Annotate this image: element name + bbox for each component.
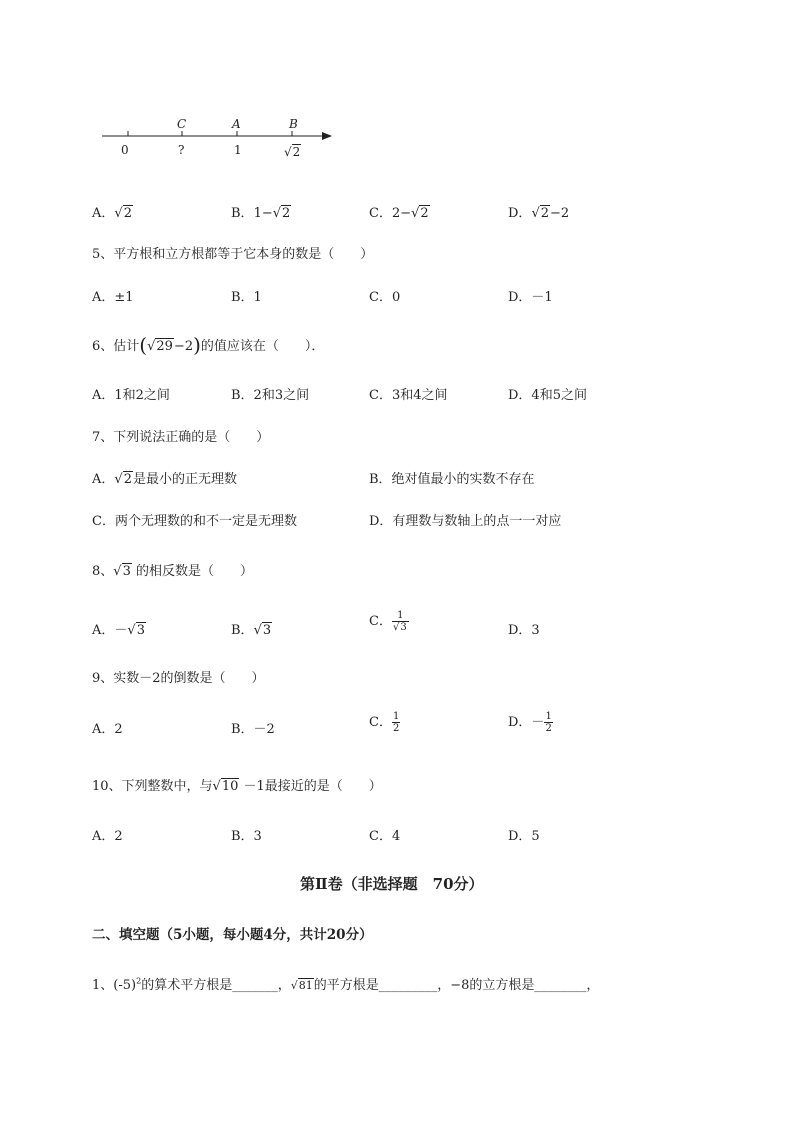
q6-option-b[interactable]: B．2和3之间 xyxy=(231,388,310,403)
q5-option-d[interactable]: D．－1 xyxy=(508,290,553,305)
q4-option-b[interactable]: B．1−√2 xyxy=(231,206,291,221)
q9-option-c[interactable]: C． $\frac{1}{2}$ xyxy=(369,711,400,734)
tick-label-0: 0 xyxy=(121,143,129,157)
q8-option-d[interactable]: D．3 xyxy=(508,623,540,638)
q8-option-a[interactable]: A．－√3 xyxy=(92,623,145,638)
q10-option-b[interactable]: B．3 xyxy=(231,829,262,844)
q8-stem: 8、√3 的相反数是（ ） xyxy=(92,564,254,579)
section-title: 第Ⅱ卷（非选择题 70分） xyxy=(300,875,484,893)
q4-option-d[interactable]: D．√2−2 xyxy=(508,206,570,221)
q7-option-b[interactable]: B．绝对值最小的实数不存在 xyxy=(369,472,535,487)
tick-label-a: 1 xyxy=(234,143,242,157)
q5-stem: 5、平方根和立方根都等于它本身的数是（ ） xyxy=(92,247,374,262)
q7-stem: 7、下列说法正确的是（ ） xyxy=(92,430,270,445)
q4-option-a[interactable]: A．√2 xyxy=(92,206,132,221)
q10-option-d[interactable]: D．5 xyxy=(508,829,540,844)
section-subtitle: 二、填空题（5小题，每小题4分，共计20分） xyxy=(92,927,373,943)
fill1-stem: 1、$(-5)^2$的算术平方根是_______，√81的平方根是_________，−8的立方根是________， xyxy=(92,976,600,993)
q5-option-b[interactable]: B．1 xyxy=(231,290,262,305)
q8-option-b[interactable]: B．√3 xyxy=(231,623,272,638)
q5-option-c[interactable]: C．0 xyxy=(369,290,401,305)
q6-option-a[interactable]: A．1和2之间 xyxy=(92,388,170,403)
q10-option-c[interactable]: C．4 xyxy=(369,829,401,844)
q5-option-a[interactable]: A．±1 xyxy=(92,290,134,305)
label-b: B xyxy=(289,117,298,131)
q6-stem: 6、估计(√29−2)的值应该在（ ）． xyxy=(92,333,325,357)
q6-option-c[interactable]: C．3和4之间 xyxy=(369,388,448,403)
q7-option-a[interactable]: A．√2是最小的正无理数 xyxy=(92,472,237,487)
q9-option-d[interactable]: D．－ $\frac{1}{2}$ xyxy=(508,711,552,734)
tick-label-c: ? xyxy=(178,143,185,157)
tick-label-b: √2 xyxy=(284,145,301,159)
q10-option-a[interactable]: A．2 xyxy=(92,829,123,844)
q7-option-c[interactable]: C．两个无理数的和不一定是无理数 xyxy=(92,514,297,529)
number-line-axis xyxy=(100,126,340,148)
q9-option-a[interactable]: A．2 xyxy=(92,722,123,737)
q9-option-b[interactable]: B．－2 xyxy=(231,722,275,737)
q6-option-d[interactable]: D．4和5之间 xyxy=(508,388,587,403)
q7-option-d[interactable]: D．有理数与数轴上的点一一对应 xyxy=(369,514,562,529)
label-a: A xyxy=(232,117,241,131)
q10-stem: 10、下列整数中，与√10 －1最接近的是（ ） xyxy=(92,779,382,794)
label-c: C xyxy=(177,117,187,131)
q4-option-c[interactable]: C．2−√2 xyxy=(369,206,429,221)
q8-option-c[interactable]: C． $\frac{1}{√3}$ xyxy=(369,610,407,633)
q9-stem: 9、实数－2的倒数是（ ） xyxy=(92,671,265,686)
